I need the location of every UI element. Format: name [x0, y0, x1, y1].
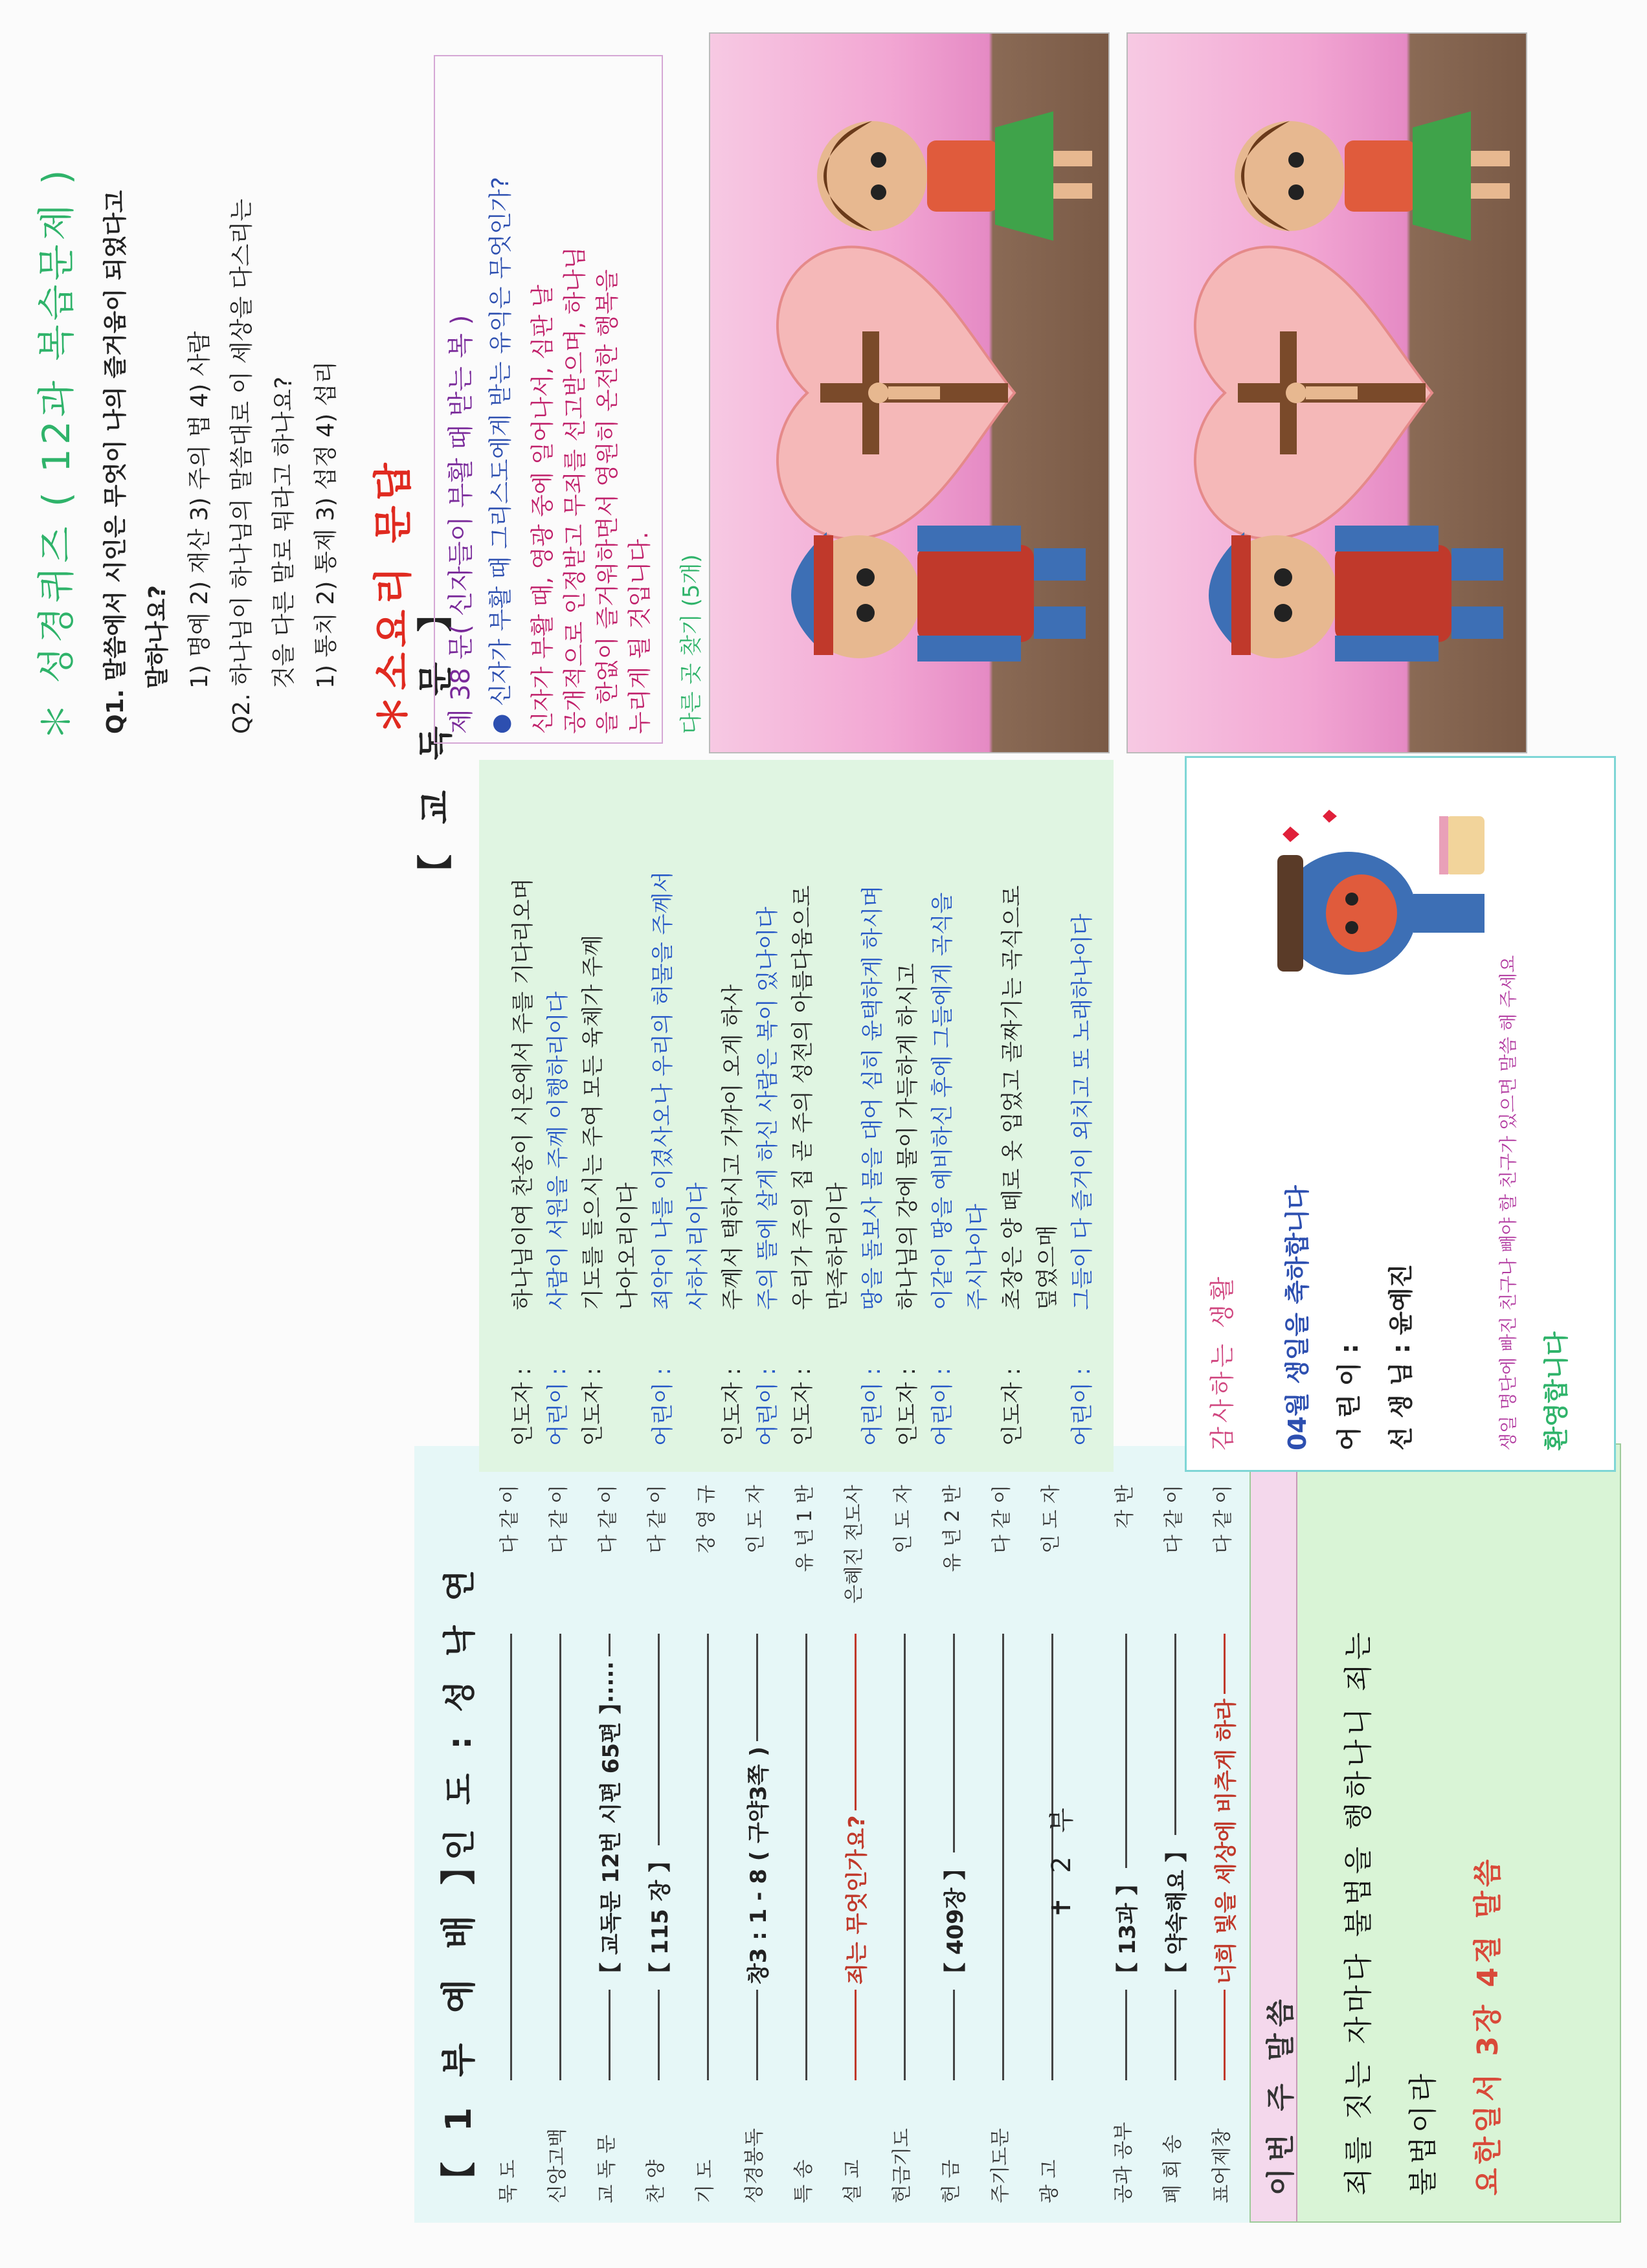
catechism-title: ＊소요리 문답	[371, 458, 416, 734]
worship-row-label: 찬 양	[645, 2159, 667, 2203]
worship-row-label: 교 독 문	[596, 2134, 618, 2203]
reading-line	[785, 885, 816, 1446]
worship-row-label: 광 고	[1038, 2159, 1061, 2203]
birthday-children: 어 린 이 :	[1335, 1343, 1363, 1451]
worship-row-label: 공과 공부	[1112, 2122, 1135, 2203]
worship-row-leader: 다 같 이	[1212, 1485, 1235, 1554]
worship-row-leader: 인 도 자	[892, 1485, 915, 1554]
reading-line	[1064, 914, 1096, 1446]
birthday-teacher: 선 생 님 : 윤예진	[1387, 1263, 1415, 1451]
worship-row	[486, 1478, 532, 2203]
reading-text: 주의 뜰에 살게 하신 사람은 복이 있나이다	[755, 906, 781, 1310]
worship-row-label: 헌금기도	[891, 2128, 913, 2203]
reading-text: 죄악이 나를 이겼사오나 우리의 허물을 주께서	[650, 871, 676, 1310]
reading-text: 나아오리이다	[615, 1182, 641, 1310]
worship-row	[682, 1478, 729, 2203]
girl-figure	[817, 111, 1092, 241]
worship-row-label: 특 송	[792, 2159, 815, 2203]
reading-line	[855, 885, 886, 1446]
worship-row-reference: 죄는 무엇인가요?	[839, 1810, 871, 1990]
worship-row-leader: 다 같 이	[597, 1485, 620, 1554]
quiz-question-2-cont: 것을 다른 말로 뭐라고 하나요?	[271, 376, 297, 689]
worship-row-reference: 너희 빛을 세상에 비추게 하라	[1208, 1694, 1240, 1990]
catechism-question: ● 신자가 부활 때 그리스도에게 받는 유익은 무엇인가?	[487, 177, 514, 734]
worship-row-leader: 각 반	[1114, 1485, 1136, 1529]
worship-row-leader: 강 영 규	[695, 1485, 718, 1554]
worship-row-rule	[559, 1634, 561, 2080]
worship-row	[1101, 1478, 1147, 2203]
spot-difference-title: 다른 곳 찾기 (5개)	[678, 554, 704, 734]
quiz-question-2: Q2. 하나님이 하나님의 말씀대로 이 세상을 다스리는	[229, 199, 255, 734]
worship-title: 【 1 부 예 배 】	[438, 1840, 479, 2197]
reading-text: 사람이 서원을 주께 이행하리이다	[545, 991, 571, 1310]
worship-row-rule	[805, 1634, 807, 2080]
worship-row	[584, 1478, 631, 2203]
boy-figure	[1209, 526, 1503, 662]
responsive-reading-title: 【 교 독 문 】	[415, 588, 456, 889]
catechism-answer-line: 신자가 부활 때, 영광 중에 일어나서, 심판 날	[530, 284, 556, 734]
worship-row	[879, 1478, 926, 2203]
worship-row-reference: 【 13과 】	[1110, 1868, 1141, 1990]
reading-speaker: 인도자 :	[895, 1368, 921, 1446]
reading-line	[924, 893, 956, 1446]
worship-row	[928, 1478, 975, 2203]
reading-line	[890, 963, 921, 1446]
thanks-title: 감사하는 생활	[1208, 1273, 1237, 1451]
spot-difference-image-1	[709, 32, 1110, 753]
worship-row-leader: 다 같 이	[548, 1485, 570, 1554]
worship-row-label: 묵 도	[497, 2159, 520, 2203]
worship-row	[978, 1478, 1024, 2203]
reading-line	[750, 907, 781, 1446]
worship-row-reference: 【 교독문 12번 시편 65편 】·····	[593, 1656, 625, 1990]
part2-heading: ✝ 2 부	[1047, 1799, 1077, 1918]
worship-row-label: 헌 금	[940, 2159, 963, 2203]
memory-verse-header	[1251, 1445, 1297, 2221]
worship-row	[1150, 1478, 1196, 2203]
birthday-heading: 04월 생일을 축하합니다	[1283, 1185, 1312, 1451]
reading-text: 하나님의 강에 물이 가득하게 하시고	[895, 963, 921, 1310]
worship-row-leader: 인 도 자	[745, 1485, 767, 1554]
birthday-mascot-illustration	[1251, 797, 1523, 1004]
worship-leader: 인 도 : 성 낙 연	[441, 1563, 478, 1860]
reading-text: 하나님이여 찬송이 시온에서 주를 기다리오며	[510, 878, 536, 1310]
catechism-question-number: 제 38 문( 신자들이 부활 때 받는 복 )	[446, 315, 476, 734]
reading-text: 사하시리이다	[685, 1182, 711, 1310]
reading-text: 주시나이다	[965, 1203, 991, 1310]
boy-figure	[791, 526, 1086, 662]
scene-illustration-1	[710, 34, 1108, 752]
reading-line	[820, 1183, 851, 1446]
reading-line	[505, 878, 537, 1446]
reading-line	[575, 935, 607, 1446]
quiz-question-1-cont: 말하나요?	[144, 585, 171, 689]
worship-row-label: 기 도	[694, 2159, 717, 2203]
reading-text: 기도를 들으시는 주여 모든 육체가 주께	[580, 935, 606, 1310]
reading-text: 초장은 양 떼로 옷 입었고 골짜기는 곡식으로	[1000, 885, 1025, 1310]
reading-line	[540, 992, 572, 1446]
girl-figure	[1235, 111, 1510, 241]
worship-row-label: 표어제창	[1211, 2128, 1233, 2203]
worship-row-leader: 은혜진 전도사	[843, 1485, 866, 1604]
reading-line	[645, 871, 677, 1446]
catechism-answer-line: 누리게 될 것입니다.	[627, 531, 653, 734]
reading-line	[1029, 1225, 1061, 1446]
worship-row-reference: 창3 : 1 - 8 ( 구약3쪽 )	[741, 1741, 772, 1990]
reading-speaker: 어린이 :	[930, 1368, 956, 1446]
spot-difference-image-2	[1126, 32, 1527, 753]
worship-row-label: 설 교	[842, 2159, 864, 2203]
worship-row-leader: 다 같 이	[991, 1485, 1013, 1554]
worship-row-leader: 인 도 자	[1040, 1485, 1062, 1554]
reading-speaker: 인도자 :	[720, 1368, 746, 1446]
reading-speaker: 어린이 :	[1070, 1368, 1095, 1446]
reading-text: 주께서 택하시고 가까이 오게 하사	[720, 984, 746, 1310]
reading-text: 우리가 주의 집 곧 주의 성전의 아름다움으로	[790, 885, 816, 1310]
worship-row-label: 성경봉독	[743, 2128, 766, 2203]
reading-speaker: 어린이 :	[545, 1368, 571, 1446]
reading-text: 땅을 돌보사 물을 대어 심히 윤택하게 하시며	[860, 885, 886, 1310]
memory-verse-line2: 불법이라	[1407, 2069, 1440, 2196]
memory-verse-title: 이번 주 말씀	[1264, 1992, 1297, 2196]
welcome-text: 환영합니다	[1542, 1331, 1571, 1451]
worship-row-label: 폐 회 송	[1161, 2134, 1184, 2203]
reading-line	[959, 1204, 991, 1446]
reading-text: 만족하리이다	[825, 1182, 851, 1310]
worship-row-rule	[1125, 1634, 1127, 2080]
catechism-answer-line: 을 한없이 즐거워하면서 영원히 온전한 행복을	[594, 269, 621, 734]
thanks-box	[1185, 756, 1616, 1472]
reading-speaker: 어린이 :	[755, 1368, 781, 1446]
worship-row-leader: 다 같 이	[1163, 1485, 1185, 1554]
quiz-title: ＊ 성경퀴즈 ( 12과 복습문제 )	[34, 166, 78, 740]
worship-row-reference: 【 약속해요 】	[1159, 1835, 1191, 1990]
worship-row-label: 주기도문	[989, 2128, 1012, 2203]
worship-row	[732, 1478, 778, 2203]
worship-row-reference: 【 115 장 】	[642, 1845, 674, 1990]
scene-illustration-2	[1128, 34, 1526, 752]
worship-row	[535, 1478, 581, 2203]
quiz-options-1: 1) 명예 2) 재산 3) 주의 법 4) 사람	[186, 331, 213, 689]
reading-text: 이같이 땅을 예비하신 후에 그들에게 곡식을	[930, 892, 956, 1310]
reading-speaker: 인도자 :	[510, 1368, 536, 1446]
reading-line	[680, 1183, 711, 1446]
quiz-options-2: 1) 통치 2) 통제 3) 섭정 4) 섭리	[313, 361, 339, 689]
memory-verse-line1: 죄를 짓는 자마다 불법을 행하나니 죄는	[1342, 1629, 1375, 2196]
worship-row-rule	[904, 1634, 906, 2080]
memory-verse-reference: 요한일서 3장 4절 말씀	[1472, 1855, 1505, 2196]
reading-text: 그들이 다 즐거이 외치고 또 노래하나이다	[1070, 913, 1095, 1310]
memory-verse-box	[1249, 1443, 1621, 2223]
worship-row-rule	[510, 1634, 512, 2080]
reading-text: 덮였으매	[1035, 1225, 1060, 1310]
worship-row	[1199, 1478, 1246, 2203]
quiz-question-1: Q1. 말씀에서 시인은 무엇이 나의 즐거움이 되었다고	[102, 190, 129, 734]
worship-row	[781, 1478, 827, 2203]
worship-row-rule	[1002, 1634, 1004, 2080]
reading-speaker: 인도자 :	[790, 1368, 816, 1446]
reading-speaker: 어린이 :	[860, 1368, 886, 1446]
worship-row	[830, 1478, 877, 2203]
worship-row	[633, 1478, 680, 2203]
worship-row-leader: 다 같 이	[499, 1485, 521, 1554]
reading-line	[610, 1183, 642, 1446]
reading-speaker: 인도자 :	[580, 1368, 606, 1446]
reading-line	[994, 885, 1026, 1446]
reading-speaker: 인도자 :	[1000, 1368, 1025, 1446]
birthday-note: 생일 명단에 빠진 친구나 빼야 할 친구가 있으면 말씀 해 주세요	[1497, 955, 1519, 1451]
worship-row-label: 신앙고백	[546, 2128, 569, 2203]
worship-row-rule	[707, 1634, 709, 2080]
worship-row-leader: 다 같 이	[646, 1485, 669, 1554]
worship-row-reference: 【 409장 】	[937, 1853, 969, 1990]
reading-line	[715, 984, 746, 1446]
worship-row-leader: 유 년 2 반	[941, 1485, 964, 1572]
worship-row-leader: 유 년 1 반	[794, 1485, 816, 1572]
catechism-answer-line: 공개적으로 인정받고 무죄를 선고받으며, 하나님	[562, 247, 588, 734]
reading-speaker: 어린이 :	[650, 1368, 676, 1446]
